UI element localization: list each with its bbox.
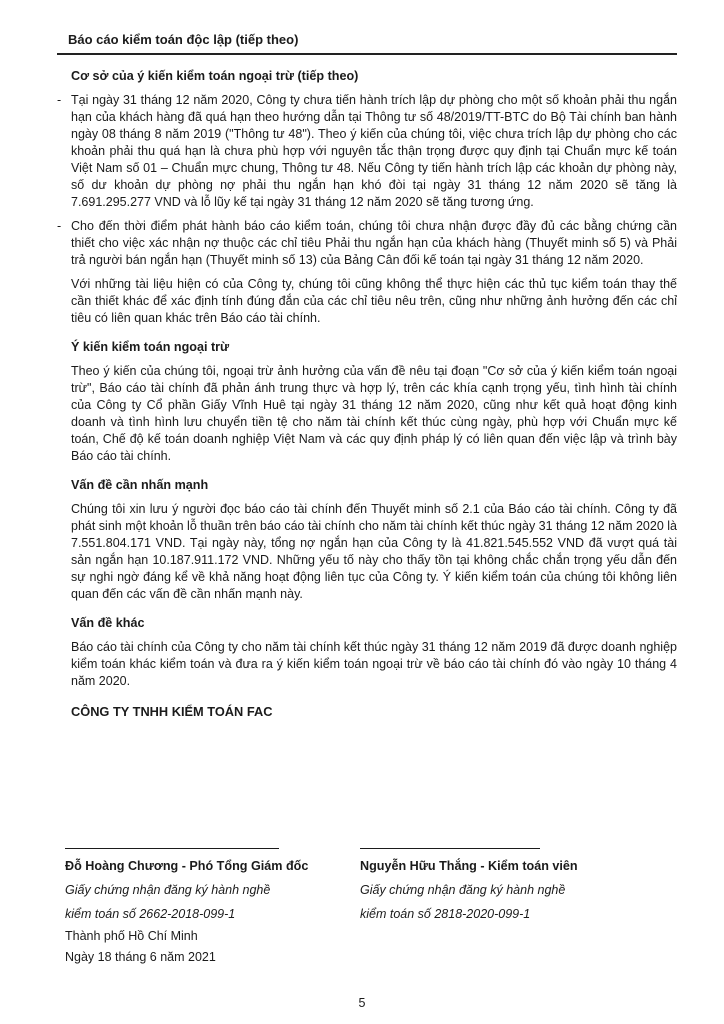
qualified-opinion-paragraph: Theo ý kiến của chúng tôi, ngoại trừ ảnh hưởng của vấn đề nêu tại đoạn "Cơ sở của ý kiến kiểm toán ngoại trừ", Báo cáo tài chính đã phản ánh trung thực và hợp lý, trên các khía cạnh trọng yếu, tình hình tài chính của Công ty Cổ phần Giấy Vĩnh Huê tại ngày 31 tháng 12 năm 2020, cũng như kết quả hoạt động kinh doanh và tình hình lưu chuyển tiền tệ cho năm tài chính kết thúc cùng ngày, phù hợp với Chuẩn mực kế toán, Chế độ kế toán doanh nghiệp Việt Nam và các quy định pháp lý có liên quan đến việc lập và trình bày Báo cáo tài chính. <box>71 364 677 463</box>
signer-name-title: Đỗ Hoàng Chương - Phó Tổng Giám đốc <box>65 859 309 873</box>
section-heading-other-matter: Vấn đề khác <box>71 616 145 630</box>
practice-certificate-line1: Giấy chứng nhận đăng ký hành nghề <box>65 883 271 897</box>
bullet-item <box>57 92 677 211</box>
section-heading-qualified-opinion: Ý kiến kiểm toán ngoại trừ <box>71 340 230 354</box>
signature-line <box>360 848 540 849</box>
emphasis-of-matter-paragraph: Chúng tôi xin lưu ý người đọc báo cáo tài chính đến Thuyết minh số 2.1 của Báo cáo tài chính. Công ty đã phát sinh một khoản lỗ thuần trên báo cáo tài chính cho năm tài chính kết thúc ngày 31 tháng 12 năm 2020 là 7.551.804.171 VND. Tại ngày này, tổng nợ ngắn hạn của Công ty là 41.821.545.552 VND đã vượt quá tài sản ngắn hạn 10.187.911.172 VND. Những yếu tố này cho thấy tồn tại không chắc chắn trọng yếu dẫn đến sự nghi ngờ đáng kể về khả năng hoạt động liên tục của Công ty. Ý kiến kiểm toán của chúng tôi không liên quan đến các vấn đề cần nhấn mạnh này. <box>71 502 677 601</box>
other-matter-paragraph: Báo cáo tài chính của Công ty cho năm tài chính kết thúc ngày 31 tháng 12 năm 2019 đã được doanh nghiệp kiểm toán khác kiểm toán và đưa ra ý kiến kiểm toán ngoại trừ về báo cáo tài chính đó vào ngày 10 tháng 4 năm 2020. <box>71 640 677 688</box>
practice-certificate-line2: kiểm toán số 2818-2020-099-1 <box>360 907 531 921</box>
bullet-dash: - <box>57 93 62 107</box>
basis-closing-paragraph: Với những tài liệu hiện có của Công ty, chúng tôi cũng không thể thực hiện các thủ tục kiểm toán thay thế cần thiết khác để xác định tính đúng đắn của các chỉ tiêu nêu trên, cũng như những ảnh hưởng đến các chỉ tiêu có liên quan khác trên Báo cáo tài chính. <box>71 277 677 325</box>
section-heading-basis-of-opinion: Cơ sở của ý kiến kiểm toán ngoại trừ (tiếp theo) <box>71 69 359 83</box>
bullet-item <box>57 218 677 269</box>
document-header <box>57 32 677 55</box>
signature-line <box>65 848 279 849</box>
signature-place: Thành phố Hồ Chí Minh <box>65 929 198 943</box>
signature-column-auditor <box>360 848 590 965</box>
practice-certificate-line1: Giấy chứng nhận đăng ký hành nghề <box>360 883 566 897</box>
page-number: 5 <box>358 996 366 1010</box>
signature-block <box>57 848 677 965</box>
basis-bullet-2-paragraph: Cho đến thời điểm phát hành báo cáo kiểm toán, chúng tôi chưa nhận được đầy đủ các bằng chứng cần thiết cho việc xác nhận nợ thuộc các chỉ tiêu Phải thu ngắn hạn của khách hàng (Thuyết minh số 5) và Phải trả người bán ngắn hạn (Thuyết minh số 13) của Bảng Cân đối kế toán tại ngày 31 tháng 12 năm 2020. <box>71 219 677 267</box>
signature-column-deputy-director <box>65 848 360 965</box>
audit-firm-name: CÔNG TY TNHH KIỂM TOÁN FAC <box>71 704 273 719</box>
practice-certificate-line2: kiểm toán số 2662-2018-099-1 <box>65 907 236 921</box>
document-header-title: Báo cáo kiểm toán độc lập (tiếp theo) <box>68 32 299 47</box>
signer-name-title: Nguyễn Hữu Thắng - Kiểm toán viên <box>360 859 578 873</box>
basis-bullet-1-paragraph: Tại ngày 31 tháng 12 năm 2020, Công ty chưa tiến hành trích lập dự phòng cho một số khoản phải thu ngắn hạn của khách hàng đã quá hạn theo hướng dẫn tại Thông tư số 48/2019/TT-BTC do Bộ Tài chính ban hành ngày 08 tháng 8 năm 2019 ("Thông tư 48"). Theo ý kiến của chúng tôi, việc chưa trích lập dự phòng cho các khoản phải thu quá hạn là chưa phù hợp với nguyên tắc thận trọng được quy định tại Chuẩn mực kế toán Việt Nam số 01 – Chuẩn mực chung, Thông tư 48. Nếu Công ty tiến hành trích lập các khoản dự phòng này, số dư khoản dự phòng nợ phải thu ngắn hạn khó đòi tại ngày 31 tháng 12 năm 2020 sẽ tăng là 7.691.295.277 VND và lỗ lũy kế tại ngày 31 tháng 12 năm 2020 sẽ tăng tương ứng. <box>71 93 677 209</box>
section-heading-emphasis-of-matter: Vấn đề cần nhấn mạnh <box>71 478 209 492</box>
bullet-dash: - <box>57 219 62 233</box>
signature-date: Ngày 18 tháng 6 năm 2021 <box>65 950 216 964</box>
